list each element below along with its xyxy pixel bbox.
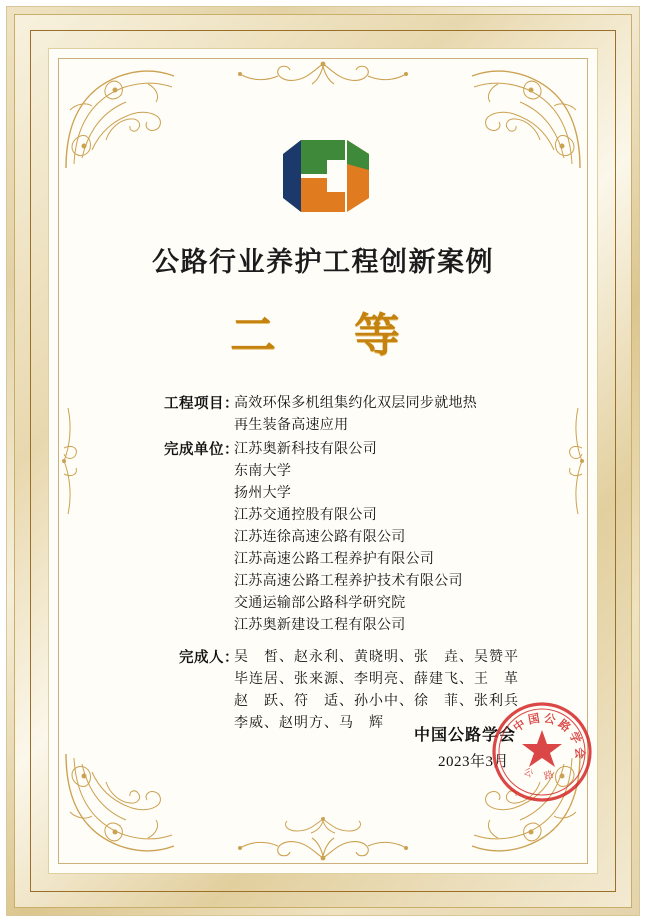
unit-line-7: 江苏高速公路工程养护技术有限公司	[234, 574, 463, 589]
unit-line-8: 交通运输部公路科学研究院	[234, 596, 406, 611]
svg-text:中国公路学会: 中国公路学会	[511, 712, 586, 763]
field-label-project: 工程项目	[164, 396, 224, 412]
unit-line-1: 江苏奥新科技有限公司	[234, 442, 377, 457]
cube-logo-icon	[275, 134, 371, 218]
unit-line-4: 江苏交通控股有限公司	[234, 508, 377, 523]
svg-text:公 路: 公 路	[521, 766, 557, 783]
unit-line-2: 东南大学	[234, 464, 292, 479]
grade-label: 二 等	[230, 310, 416, 361]
field-colon-people: ：	[224, 650, 239, 666]
people-line-4: 李威、赵明方、马 辉	[234, 716, 384, 731]
field-colon-project: ：	[224, 396, 239, 412]
unit-line-6: 江苏高速公路工程养护有限公司	[234, 552, 435, 567]
field-label-units: 完成单位	[164, 442, 224, 458]
field-colon-units: ：	[224, 442, 239, 458]
field-label-people: 完成人	[179, 650, 224, 666]
issuer-block	[414, 690, 604, 810]
red-round-seal-icon	[490, 700, 594, 804]
people-line-2: 毕连居、张来源、李明亮、薛建飞、王 革	[234, 672, 519, 687]
unit-line-3: 扬州大学	[234, 486, 292, 501]
project-line-1: 高效环保多机组集约化双层同步就地热	[234, 396, 478, 411]
people-line-1: 吴 皙、赵永利、黄晓明、张 垚、吴赞平	[234, 650, 519, 665]
field-row-project	[140, 393, 576, 437]
people-line-3: 赵 跃、符 适、孙小中、徐 菲、张利兵	[234, 694, 519, 709]
field-list	[70, 393, 576, 737]
field-row-units	[140, 439, 576, 637]
field-value-project	[234, 393, 477, 437]
field-value-units	[234, 439, 463, 637]
project-line-2: 再生装备高速应用	[234, 418, 349, 433]
issuer-date: 2023年3月	[438, 754, 510, 770]
bottom-flourish-ornament	[263, 815, 383, 844]
issuer-organization: 中国公路学会	[414, 727, 517, 744]
unit-line-9: 江苏奥新建设工程有限公司	[234, 618, 406, 633]
unit-line-5: 江苏连徐高速公路有限公司	[234, 530, 406, 545]
page-title: 公路行业养护工程创新案例	[152, 247, 494, 277]
